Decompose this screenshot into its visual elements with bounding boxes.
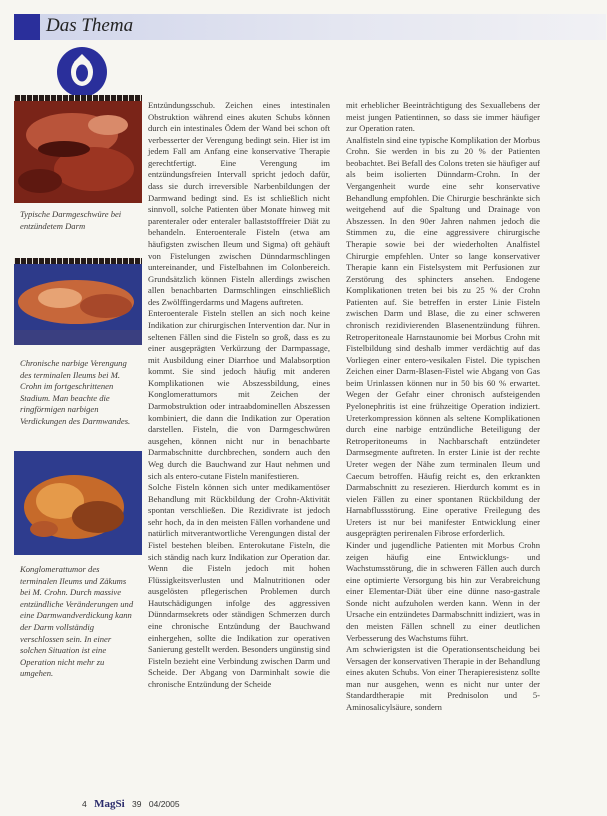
- photo-ulcer: [14, 95, 142, 203]
- issue-date: 04/2005: [148, 799, 180, 809]
- paragraph: Analfisteln sind eine typische Komplikation der Morbus Crohn. Sie werden in bis zu 20 % der Patienten beobachtet. Bei Befall des Colons treten sie häufiger auf als beim isolierten Dünndarm-Crohn. In der Vergangenheit wurde eine sehr konservative Behandlung empfohlen. Die Chirurgie beschränkte sich weitgehend auf die Spaltung und Drainage von Abszessen. In den 90er Jahren nahmen jedoch die Stimmen zu, die eine aggressivere chirurgische Therapie sowie bei der wiederholten Analfistel Chirurgie empfehlen. Unter so lange konservativer Therapie kann ein Fistelsystem mit Perfusionen zur Zerstörung des sphincters ansehen. Endogene Komplikationen treten bei bis zu 25 % der Crohn Patienten auf. Sie betreffen in erster Linie Fisteln zwischen Darm und Blase, die zu einer schweren chronisch rezidivierenden Blasenentzündung führen. Retroperitoneale Harnstaunomie bei Morbus Crohn mit Fistelbildung sind deshalb immer verdächtig auf das Vorliegen einer entero-vesikalen Fistel. Die typischen Zeichen einer Darm-Blasen-Fistel wie Abgang von Gas beim Urinlassen können nur in 50 bis 60 % erwartet. Wegen der Gefahr einer chronisch aufsteigenden Pyelonephritis ist eine frühzeitige Operation indiziert. Ureterkompression können als seltene Komplikationen durch eine narbige entzündliche Beteiligung der Retroperitoneums in Nachbarschaft entzündeter Darmsegmente auftreten. In erster Linie ist der rechte Ureter wegen der Nähe zum terminalen Ileum und Caecum betroffen. Häufig reicht es, den erkrankten Darmabschnitt zu resezieren. Hierdurch kommt es in vielen Fällen zu einer spontanen Rückbildung der Harnabflussstörung. Eine operative Freilegung des Ureters ist nur bei manifester Entwicklung einer ausgeprägten perirenalen Fibrose erforderlich.: [346, 134, 541, 539]
- scale-ruler: [14, 258, 142, 264]
- article-column-1: [148, 100, 330, 690]
- paragraph: mit erheblicher Beeinträchtigung des Sexuallebens der meist jungen Patientinnen, so dass sie immer häufiger zur Operation raten.: [346, 100, 540, 134]
- paragraph: Entzündungsschub. Zeichen eines intestinalen Obstruktion während eines akuten Schubs können durch ein intestinales Ödem der Wand bei schon oft verbesserter der Verengung bedingt sein. Hier ist im jedem Fall am Anfang eine konservative Therapie gerechtfertigt. Eine Verengung im entzündungsfreien Intervall spricht jedoch dafür, dass sie durch irreversible Narbenbildungen der Darmwand bedingt sind. Es ist schließlich nicht sinnvoll, solche Patienten über Monate hinweg mit parenteraler oder enteraler ballaststofffreier Diät zu behandeln. Enteroenterale Fisteln (etwa am häufigsten zwischen Ileum und Sigma) oft gehäuft von Fistelungen zwischen Dünndarmschlingen untereinander, und Fistelbahnen im Colonbereich. Grundsätzlich können Fisteln allerdings zwischen allen benachbarten Darmschlingen einschließlich des Zwölffingerdarms und Magens auftreten.: [148, 100, 330, 307]
- photo-conglomerate: [14, 451, 142, 555]
- paragraph: Am schwierigsten ist die Operationsentscheidung bei Versagen der konservativen Therapie in der Behandlung eines akuten Schubs. Von einer Therapieresistenz sollte man nur ausgehen, wenn es nicht nur unter der Standardtherapie mit Prednisolon und 5-Aminosalicylsäure, sondern: [346, 644, 540, 713]
- caption-conglomerate: Konglomerattumor des terminalen Ileums und Zäkums bei M. Crohn. Durch massive entzündliche Veränderungen und eine Darmwandverdickung kann der Darm vollständig verschlossen sein. In einer solchen Situation ist eine Operation nicht mehr zu umgehen.: [20, 564, 134, 679]
- section-title: Das Thema: [46, 15, 134, 36]
- article-column-2: [346, 100, 540, 714]
- page-footer: [82, 798, 185, 810]
- magazine-logo-icon: [56, 46, 108, 98]
- section-header-square: [14, 14, 40, 40]
- caption-stricture: Chronische narbige Verengung des terminalen Ileums bei M. Crohn im fortgeschrittenen Stadium. Man beachte die ringförmigen narbigen Verdickungen des Darmwandes.: [20, 358, 131, 426]
- issue-number: 39: [132, 799, 142, 809]
- caption-ulcer: Typische Darmgeschwüre bei entzündetem Darm: [20, 209, 122, 231]
- scale-ruler: [14, 95, 142, 101]
- paragraph: Kinder und jugendliche Patienten mit Morbus Crohn zeigen häufig eine Entwicklungs- und Wachstumsstörung, die in schweren Fällen auch durch eine optimierte Versorgung bis hin zur Verabreichung einer Elementar-Diät über eine dünne naso-gastrale Sonde nicht aufzuholen werden kann. Wenn in der Ursache ein entzündetes Darmabschnitt indiziert, was in den meisten Fällen schnell zu einer deutlichen Verbesserung des Wachstums führt.: [346, 539, 540, 643]
- page-number: 4: [82, 799, 87, 809]
- paragraph: Solche Fisteln können sich unter medikamentöser Behandlung mit Rückbildung der Crohn-Aktivität spontan verschließen. Die Rezidivrate ist jedoch sehr hoch, da in den meisten Fällen vorhandene und natürlich mitverantwortliche Verengungen distal der Fistel bestehen bleiben. Enterokutane Fisteln, die sich ständig nach kurz Indikation zur Operation dar. Wenn die Fisteln jedoch mit hohen Flüssigkeitsverlusten und Malnutritionen oder ausgelösten pflegerischen Problemen durch Hautschädigungen infolge des aggressiven Dünndarmsekrets oder ständigen Schmerzen durch eine chronische Entzündung der Bauchwand einhergehen, sollte die Indikation zur operativen Sanierung gestellt werden. Besonders ungünstig sind Fisteln bezieht eine Verbindung zwischen Darm und Scheide. Der Abgang von Darminhalt sowie die chronische Entzündung der Scheide: [148, 482, 330, 689]
- magazine-name: MagSi: [94, 798, 125, 810]
- paragraph: Enteroenterale Fisteln stellen an sich noch keine Indikation zur chirurgischen Intervention dar. Nur in seltenen Fällen sind die Fisteln so groß, dass es zu einer ausgeprägten Verkürzung der Darmpassage, mit Ausbildung einer Diarrhoe und Malabsorption kommt. Sie sind jedoch häufig mit anderen Komplikationen wie Abszessbildung, eines Konglomerattumors mit Zeichen der Darmobstruktion oder intraabdominellen Abszessen kombiniert, die dann die Indikation zur Operation darstellen. Fisteln, die von Darmgeschwüren ausgehen, können nicht nur in benachbarte Darmabschnitte durchbrechen, sondern auch den Weg durch die Bauchwand zur Haut nehmen und sich als entero-cutane Fisteln manifestieren.: [148, 308, 330, 481]
- photo-stricture: [14, 258, 142, 345]
